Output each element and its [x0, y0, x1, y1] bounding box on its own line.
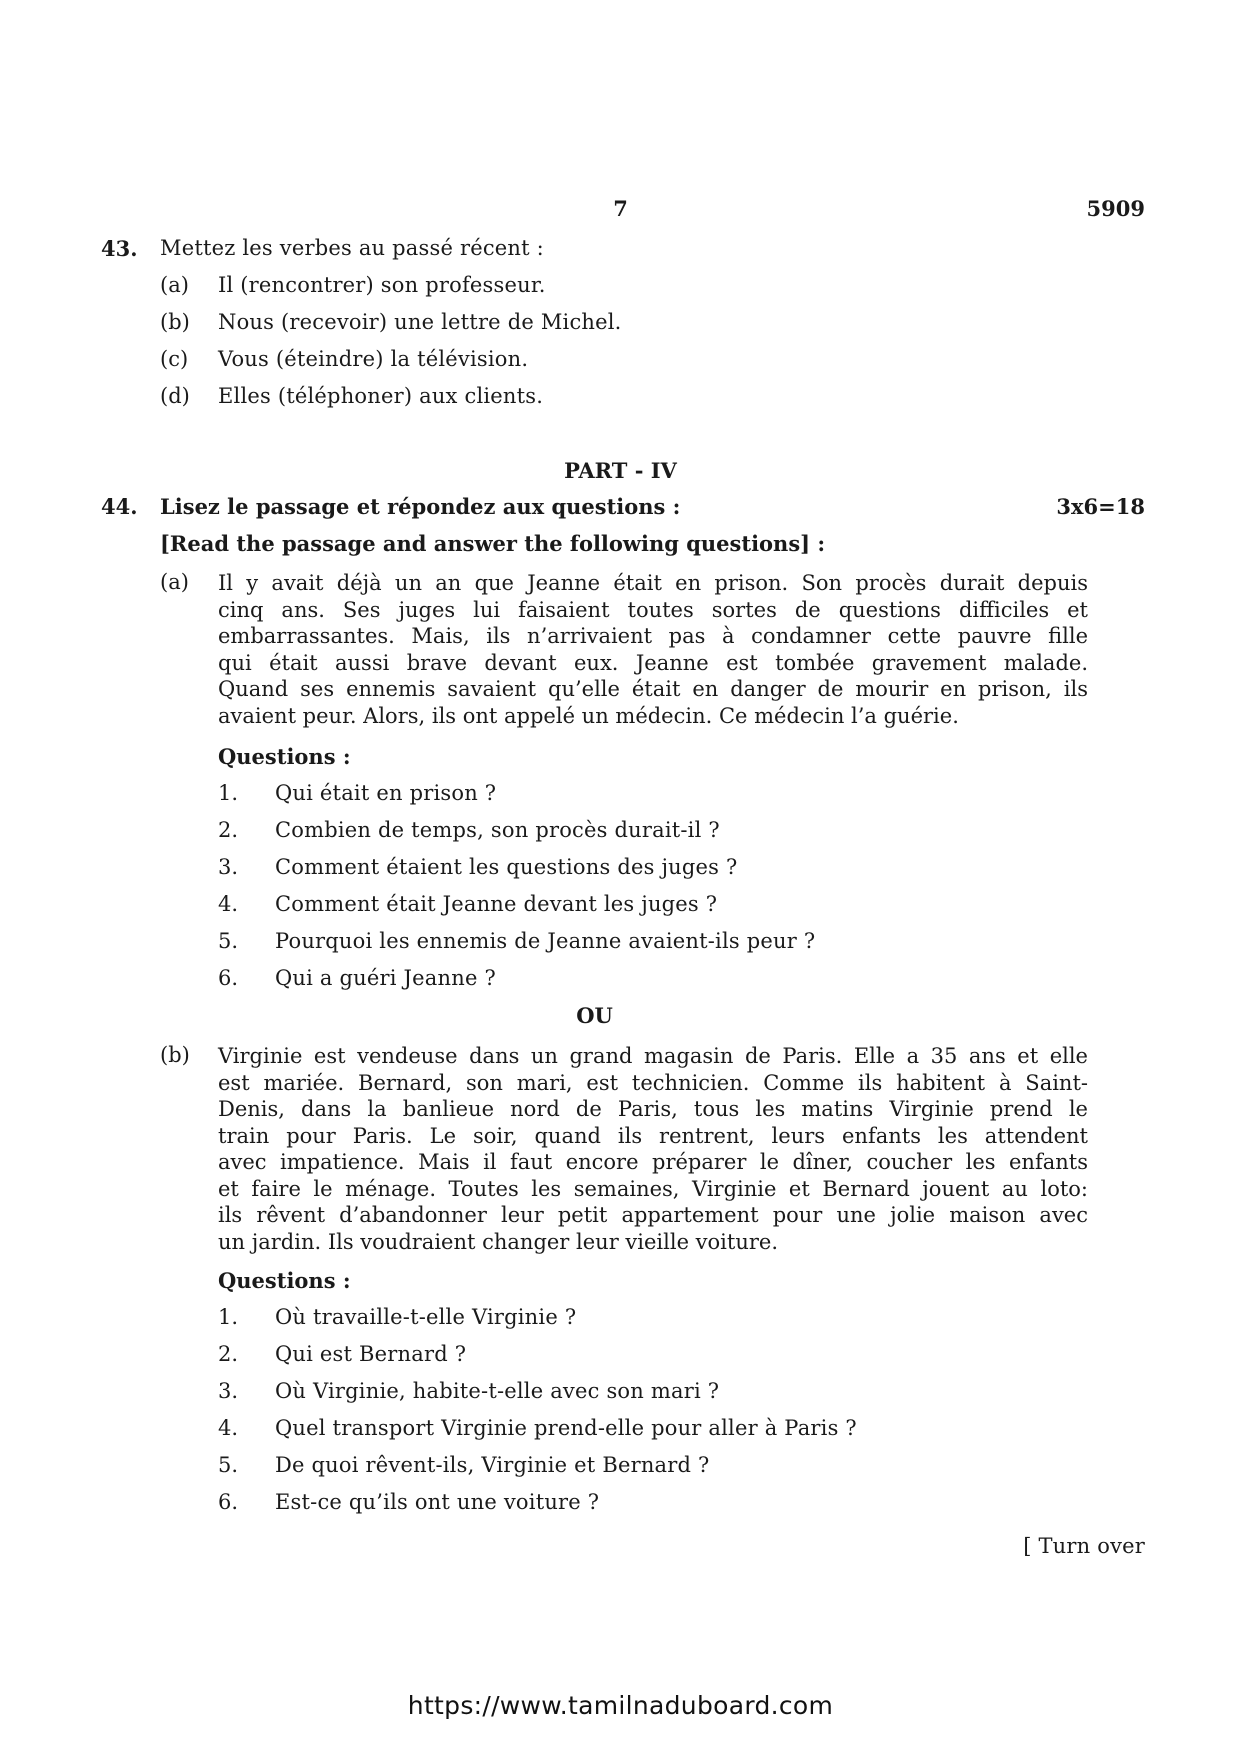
passage-a-line: cinq ans. Ses juges lui faisaient toutes sortes de questions difficiles et	[218, 597, 1088, 622]
question-b-text: Où Virginie, habite-t-elle avec son mari ?	[275, 1379, 720, 1403]
passage-b-line: ils rêvent d’abandonner leur petit appartement pour une jolie maison avec	[218, 1203, 1088, 1227]
question-a-text: Combien de temps, son procès durait-il ?	[275, 818, 720, 842]
question-a-num: 1.	[218, 781, 239, 805]
question-b-num: 6.	[218, 1490, 239, 1514]
turn-over-note: [ Turn over	[1023, 1534, 1145, 1558]
q43-item-text-d: Elles (téléphoner) aux clients.	[218, 384, 544, 408]
question-44-instruction-en: [Read the passage and answer the following questions] :	[160, 531, 826, 556]
question-a-num: 2.	[218, 818, 239, 842]
passage-b	[218, 1043, 1088, 1255]
question-a-num: 4.	[218, 892, 239, 916]
question-43-number: 43.	[101, 236, 138, 261]
question-43-instruction: Mettez les verbes au passé récent :	[160, 236, 544, 260]
question-a-num: 6.	[218, 966, 239, 990]
question-a-text: Comment étaient les questions des juges ?	[275, 855, 738, 879]
question-b-num: 1.	[218, 1305, 239, 1329]
questions-b-heading: Questions :	[218, 1268, 351, 1293]
question-b-text: Où travaille-t-elle Virginie ?	[275, 1305, 577, 1329]
passage-b-line: Denis, dans la banlieue nord de Paris, tous les matins Virginie prend le	[218, 1097, 1088, 1121]
passage-a-label: (a)	[160, 570, 189, 594]
or-separator: OU	[576, 1003, 613, 1028]
paper-code: 5909	[1086, 196, 1145, 221]
passage-b-line: est mariée. Bernard, son mari, est technicien. Comme ils habitent à Saint-	[218, 1070, 1088, 1095]
question-b-num: 3.	[218, 1379, 239, 1403]
question-b-num: 4.	[218, 1416, 239, 1440]
passage-b-line: avec impatience. Mais il faut encore préparer le dîner, coucher les enfants	[218, 1150, 1088, 1174]
part-title: PART - IV	[564, 458, 677, 483]
question-a-text: Pourquoi les ennemis de Jeanne avaient-ils peur ?	[275, 929, 816, 953]
page-number: 7	[613, 196, 628, 221]
passage-b-line: Virginie est vendeuse dans un grand magasin de Paris. Elle a 35 ans et elle	[218, 1044, 1088, 1068]
passage-b-line: train pour Paris. Le soir, quand ils rentrent, leurs enfants les attendent	[218, 1123, 1088, 1148]
question-b-text: De quoi rêvent-ils, Virginie et Bernard ?	[275, 1453, 710, 1477]
question-44-instruction-fr: Lisez le passage et répondez aux questions :	[160, 494, 681, 519]
q43-item-label-d: (d)	[160, 384, 190, 408]
passage-b-label: (b)	[160, 1043, 190, 1067]
question-a-text: Comment était Jeanne devant les juges ?	[275, 892, 718, 916]
passage-b-line: un jardin. Ils voudraient changer leur vieille voiture.	[218, 1229, 778, 1254]
passage-a-line: embarrassantes. Mais, ils n’arrivaient pas à condamner cette pauvre fille	[218, 624, 1088, 648]
passage-a	[218, 570, 1088, 729]
question-b-num: 5.	[218, 1453, 239, 1477]
source-url[interactable]: https://www.tamilnaduboard.com	[407, 1691, 834, 1720]
question-a-num: 3.	[218, 855, 239, 879]
q43-item-label-c: (c)	[160, 347, 189, 371]
q43-item-text-b: Nous (recevoir) une lettre de Michel.	[218, 310, 622, 334]
question-a-num: 5.	[218, 929, 239, 953]
passage-a-line: Il y avait déjà un an que Jeanne était en prison. Son procès durait depuis	[218, 571, 1088, 595]
questions-a-heading: Questions :	[218, 744, 351, 769]
question-44-marks: 3x6=18	[1056, 494, 1145, 519]
passage-a-line: avaient peur. Alors, ils ont appelé un médecin. Ce médecin l’a guérie.	[218, 703, 959, 728]
question-b-text: Quel transport Virginie prend-elle pour aller à Paris ?	[275, 1416, 857, 1440]
question-b-text: Est-ce qu’ils ont une voiture ?	[275, 1490, 600, 1514]
question-b-num: 2.	[218, 1342, 239, 1366]
passage-a-line: Quand ses ennemis savaient qu’elle était en danger de mourir en prison, ils	[218, 677, 1088, 701]
q43-item-label-b: (b)	[160, 310, 190, 334]
q43-item-text-a: Il (rencontrer) son professeur.	[218, 273, 546, 297]
question-b-text: Qui est Bernard ?	[275, 1342, 467, 1366]
passage-a-line: qui était aussi brave devant eux. Jeanne est tombée gravement malade.	[218, 650, 1088, 675]
q43-item-label-a: (a)	[160, 273, 189, 297]
passage-b-line: et faire le ménage. Toutes les semaines, Virginie et Bernard jouent au loto:	[218, 1176, 1088, 1201]
question-44-number: 44.	[101, 494, 138, 519]
question-a-text: Qui était en prison ?	[275, 781, 497, 805]
q43-item-text-c: Vous (éteindre) la télévision.	[218, 347, 529, 371]
question-a-text: Qui a guéri Jeanne ?	[275, 966, 496, 990]
